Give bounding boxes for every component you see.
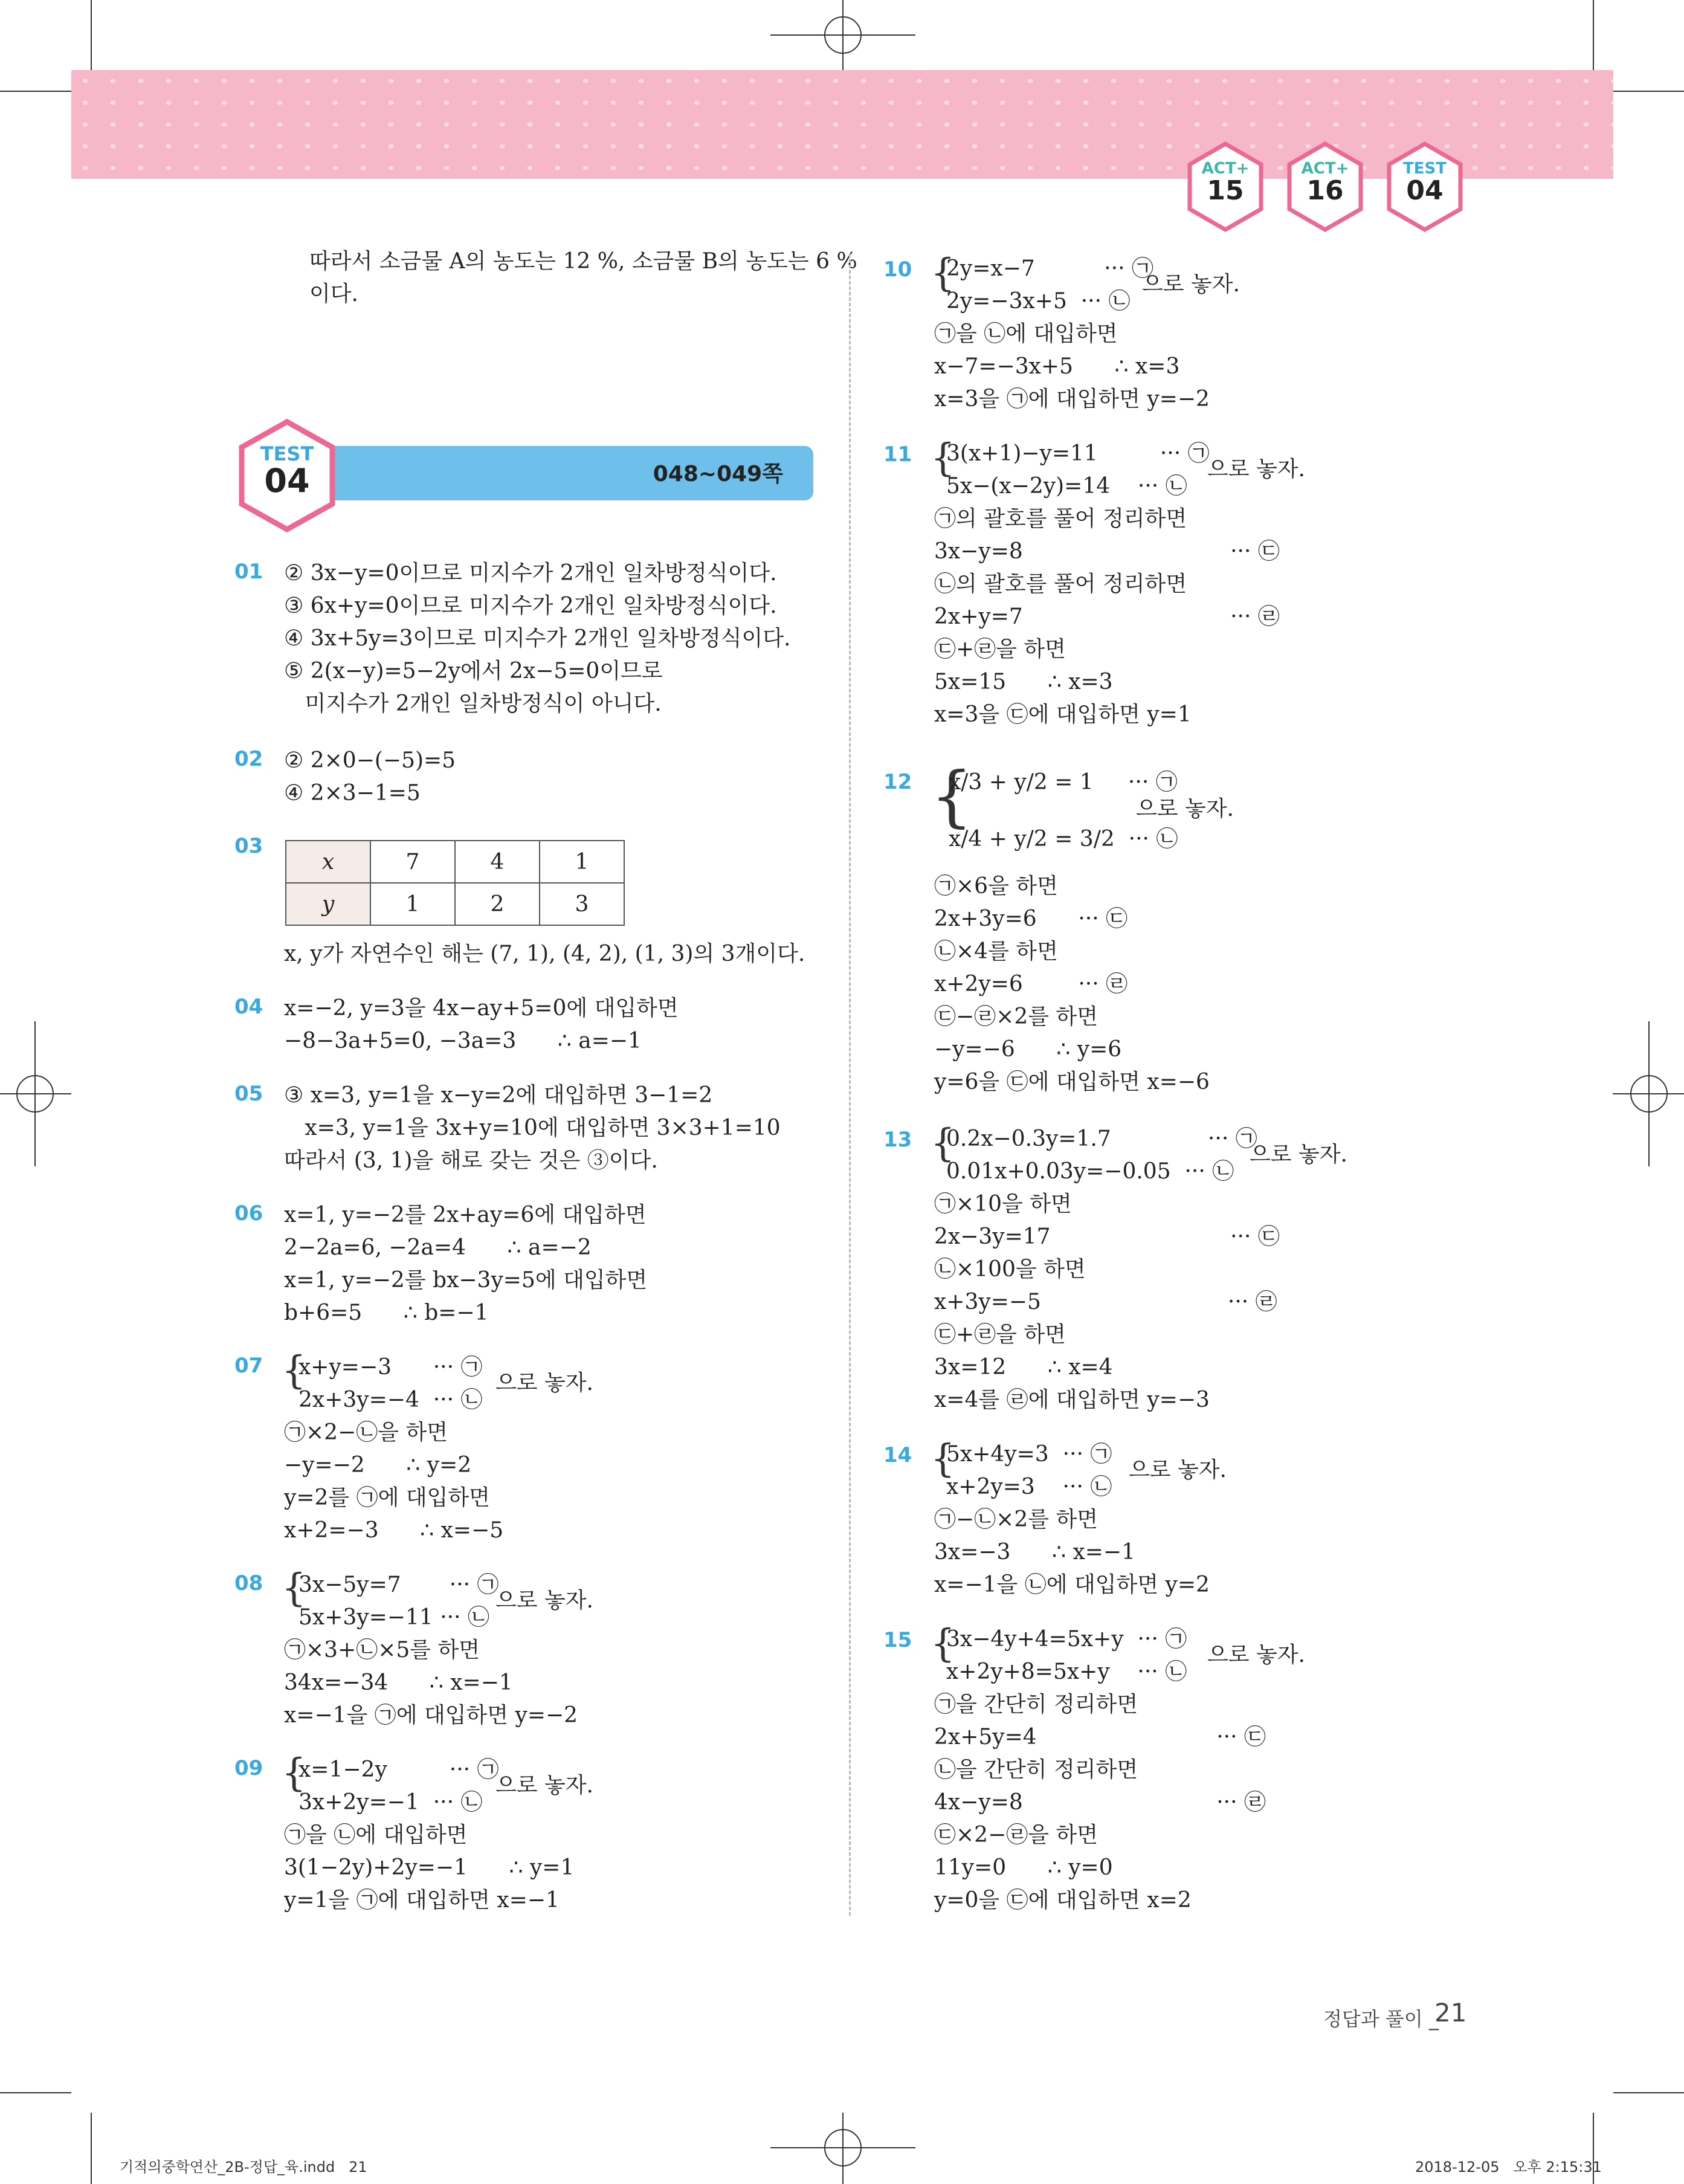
system-line: x+2y+8=5x+y ··· ㉡ bbox=[946, 1659, 1187, 1684]
brace-icon: { bbox=[931, 757, 973, 835]
table-cell: y bbox=[286, 883, 370, 925]
brace-icon: { bbox=[931, 1436, 955, 1481]
system-line: 0.2x−0.3y=1.7 ··· ㉠ bbox=[946, 1126, 1257, 1151]
table-cell: 7 bbox=[370, 841, 455, 883]
answer-line: x=3을 ㉠에 대입하면 y=−2 bbox=[934, 387, 1210, 412]
question-number: 06 bbox=[234, 1201, 263, 1226]
question-number: 12 bbox=[883, 770, 912, 794]
badge-act16 bbox=[1286, 141, 1364, 232]
answer-line: ⑤ 2(x−y)=5−2y에서 2x−5=0이므로 bbox=[284, 659, 663, 683]
print-date: 2018-12-05 오후 2:15:31 bbox=[1415, 2159, 1602, 2176]
registration-mark-top bbox=[770, 0, 915, 71]
brace-icon: { bbox=[282, 1566, 306, 1611]
crop-mark bbox=[91, 0, 92, 71]
question-number: 15 bbox=[883, 1628, 912, 1652]
answer-line: x=3, y=1을 3x+y=10에 대입하면 3×3+1=10 bbox=[284, 1116, 781, 1140]
answer-line: y=0을 ㉢에 대입하면 x=2 bbox=[934, 1888, 1192, 1913]
system-tail: 으로 놓자. bbox=[1207, 1643, 1305, 1667]
answer-line: ㉡×100을 하면 bbox=[934, 1257, 1086, 1282]
question-number: 02 bbox=[234, 747, 263, 771]
answer-line: x=−2, y=3을 4x−ay+5=0에 대입하면 bbox=[284, 996, 679, 1021]
badge-test04 bbox=[1386, 141, 1464, 232]
system-line: x=1−2y ··· ㉠ bbox=[298, 1757, 499, 1782]
system-line: 0.01x+0.03y=−0.05 ··· ㉡ bbox=[946, 1159, 1234, 1184]
brace-icon: { bbox=[931, 1621, 955, 1666]
answer-line: ㉢+㉣을 하면 bbox=[934, 1322, 1066, 1347]
answer-line: 3x−y=8 ··· ㉢ bbox=[934, 539, 1280, 564]
system-tail: 으로 놓자. bbox=[495, 1773, 593, 1798]
registration-mark-right bbox=[1613, 1021, 1684, 1166]
answer-line: 미지수가 2개인 일차방정식이 아니다. bbox=[284, 691, 662, 716]
section-badge-number: 04 bbox=[264, 462, 310, 500]
question-number: 10 bbox=[883, 257, 912, 282]
answer-line: x=−1을 ㉡에 대입하면 y=2 bbox=[934, 1572, 1210, 1597]
badge-label: TEST bbox=[1403, 160, 1447, 178]
answer-line: x+2=−3 ∴ x=−5 bbox=[284, 1518, 504, 1543]
section-badge-label: TEST bbox=[260, 442, 314, 465]
answer-line: ㉡의 괄호를 풀어 정리하면 bbox=[934, 572, 1187, 596]
system-line: x+y=−3 ··· ㉠ bbox=[298, 1355, 483, 1380]
answer-line: ㉠×10을 하면 bbox=[934, 1192, 1072, 1216]
registration-mark-left bbox=[0, 1021, 71, 1166]
answer-line: −y=−6 ∴ y=6 bbox=[934, 1037, 1122, 1062]
table-cell: 1 bbox=[540, 841, 624, 883]
system-tail: 으로 놓자. bbox=[1129, 1458, 1227, 1482]
column-divider bbox=[849, 254, 851, 1916]
answer-line: 2x+y=7 ··· ㉣ bbox=[934, 604, 1280, 629]
table-cell: 3 bbox=[540, 883, 624, 925]
answer-line: 4x−y=8 ··· ㉣ bbox=[934, 1790, 1266, 1815]
answer-line: 3x=−3 ∴ x=−1 bbox=[934, 1540, 1135, 1565]
answer-line: 2x+5y=4 ··· ㉢ bbox=[934, 1725, 1266, 1749]
answer-line: 11y=0 ∴ y=0 bbox=[934, 1855, 1113, 1880]
question-number: 11 bbox=[883, 442, 912, 467]
footer-label: 정답과 풀이 _ bbox=[1323, 2008, 1439, 2031]
crop-mark bbox=[1613, 91, 1684, 92]
table-cell: 4 bbox=[455, 841, 540, 883]
answer-line: x, y가 자연수인 해는 (7, 1), (4, 2), (1, 3)의 3개이다. bbox=[284, 942, 805, 966]
answer-line: 따라서 (3, 1)을 해로 갖는 것은 ③이다. bbox=[284, 1148, 658, 1173]
system-tail: 으로 놓자. bbox=[495, 1588, 593, 1613]
answer-line: b+6=5 ∴ b=−1 bbox=[284, 1300, 489, 1325]
answer-line: ② 2×0−(−5)=5 bbox=[284, 748, 456, 773]
answer-line: ㉠×6을 하면 bbox=[934, 874, 1058, 899]
question-number: 01 bbox=[234, 560, 263, 584]
answer-line: ㉡×4를 하면 bbox=[934, 939, 1058, 964]
answer-line: ㉠−㉡×2를 하면 bbox=[934, 1507, 1098, 1532]
crop-mark bbox=[0, 91, 71, 92]
badge-number: 15 bbox=[1207, 175, 1244, 206]
answer-line: y=6을 ㉢에 대입하면 x=−6 bbox=[934, 1070, 1210, 1094]
answer-line: ㉢+㉣을 하면 bbox=[934, 637, 1066, 662]
answer-line: ㉠을 간단히 정리하면 bbox=[934, 1692, 1138, 1717]
answer-line: 3(1−2y)+2y=−1 ∴ y=1 bbox=[284, 1855, 575, 1880]
registration-mark-bottom bbox=[770, 2113, 915, 2184]
answer-line: x=1, y=−2를 2x+ay=6에 대입하면 bbox=[284, 1203, 647, 1227]
section-pages: 048~049쪽 bbox=[653, 462, 783, 486]
answer-line: ㉠을 ㉡에 대입하면 bbox=[284, 1823, 468, 1847]
answer-line: −y=−2 ∴ y=2 bbox=[284, 1453, 472, 1478]
question-number: 04 bbox=[234, 995, 263, 1019]
answer-line: ④ 3x+5y=3이므로 미지수가 2개인 일차방정식이다. bbox=[284, 626, 791, 651]
system-line: x+2y=3 ··· ㉡ bbox=[946, 1475, 1112, 1499]
answer-line: y=2를 ㉠에 대입하면 bbox=[284, 1485, 490, 1510]
answer-line: 5x=15 ∴ x=3 bbox=[934, 670, 1113, 694]
system-line: 2y=−3x+5 ··· ㉡ bbox=[946, 289, 1131, 314]
brace-icon: { bbox=[931, 1121, 955, 1166]
system-line: 3x−4y+4=5x+y ··· ㉠ bbox=[946, 1627, 1187, 1652]
question-number: 13 bbox=[883, 1128, 912, 1152]
answer-line: ㉠×3+㉡×5를 하면 bbox=[284, 1638, 480, 1662]
answer-line: x=4를 ㉣에 대입하면 y=−3 bbox=[934, 1388, 1210, 1412]
badge-label: ACT+ bbox=[1201, 160, 1250, 178]
intro-line: 따라서 소금물 A의 농도는 12 %, 소금물 B의 농도는 6 % bbox=[309, 249, 857, 274]
system-line: 3x−5y=7 ··· ㉠ bbox=[298, 1572, 499, 1597]
brace-icon: { bbox=[931, 251, 955, 296]
system-line: x/4 + y/2 = 3/2 ··· ㉡ bbox=[949, 827, 1178, 851]
question-number: 14 bbox=[883, 1443, 912, 1467]
question-number: 08 bbox=[234, 1571, 263, 1595]
answer-line: ③ 6x+y=0이므로 미지수가 2개인 일차방정식이다. bbox=[284, 593, 777, 618]
answer-line: x+2y=6 ··· ㉣ bbox=[934, 972, 1128, 997]
system-line: 2y=x−7 ··· ㉠ bbox=[946, 256, 1153, 281]
system-line: 5x+3y=−11 ··· ㉡ bbox=[298, 1605, 489, 1630]
answer-line: 2x−3y=17 ··· ㉢ bbox=[934, 1224, 1280, 1249]
answer-line: ㉢−㉣×2를 하면 bbox=[934, 1004, 1098, 1029]
answer-line: ④ 2×3−1=5 bbox=[284, 781, 421, 806]
table-cell: 2 bbox=[455, 883, 540, 925]
brace-icon: { bbox=[282, 1751, 306, 1795]
answer-line: x+3y=−5 ··· ㉣ bbox=[934, 1290, 1277, 1314]
system-tail: 으로 놓자. bbox=[1136, 796, 1234, 821]
solution-table bbox=[285, 840, 625, 926]
answer-line: ㉢×2−㉣을 하면 bbox=[934, 1823, 1098, 1847]
system-tail: 으로 놓자. bbox=[495, 1371, 593, 1395]
table-cell: 1 bbox=[370, 883, 455, 925]
answer-line: ㉡을 간단히 정리하면 bbox=[934, 1757, 1138, 1782]
system-line: 5x+4y=3 ··· ㉠ bbox=[946, 1442, 1112, 1467]
system-line: 5x−(x−2y)=14 ··· ㉡ bbox=[946, 474, 1187, 499]
answer-line: ㉠×2−㉡을 하면 bbox=[284, 1420, 448, 1445]
crop-mark bbox=[1613, 2092, 1684, 2093]
section-bar bbox=[284, 446, 813, 500]
brace-icon: { bbox=[282, 1348, 306, 1393]
system-line: 2x+3y=−4 ··· ㉡ bbox=[298, 1388, 483, 1412]
answer-line: 2−2a=6, −2a=4 ∴ a=−2 bbox=[284, 1235, 592, 1260]
answer-line: −8−3a+5=0, −3a=3 ∴ a=−1 bbox=[284, 1029, 642, 1053]
system-line: 3x+2y=−1 ··· ㉡ bbox=[298, 1790, 483, 1815]
badge-number: 04 bbox=[1406, 175, 1444, 206]
header-banner bbox=[71, 70, 1613, 179]
question-number: 07 bbox=[234, 1354, 263, 1378]
system-tail: 으로 놓자. bbox=[1207, 457, 1305, 482]
answer-line: ㉠을 ㉡에 대입하면 bbox=[934, 321, 1118, 346]
answer-line: x=1, y=−2를 bx−3y=5에 대입하면 bbox=[284, 1268, 648, 1293]
badge-label: ACT+ bbox=[1301, 160, 1349, 178]
page-number: 21 bbox=[1434, 1998, 1467, 2027]
question-number: 09 bbox=[234, 1756, 263, 1780]
crop-mark bbox=[0, 2092, 71, 2093]
system-tail: 으로 놓자. bbox=[1142, 272, 1240, 297]
table-cell: x bbox=[286, 841, 370, 883]
badge-number: 16 bbox=[1306, 175, 1344, 206]
section-badge bbox=[236, 418, 338, 533]
answer-line: x=−1을 ㉠에 대입하면 y=−2 bbox=[284, 1703, 578, 1728]
answer-line: 3x=12 ∴ x=4 bbox=[934, 1355, 1113, 1380]
answer-line: y=1을 ㉠에 대입하면 x=−1 bbox=[284, 1888, 560, 1913]
system-line: x/3 + y/2 = 1 ··· ㉠ bbox=[949, 770, 1178, 795]
crop-mark bbox=[1593, 0, 1594, 71]
crop-mark bbox=[91, 2113, 92, 2184]
answer-line: ③ x=3, y=1을 x−y=2에 대입하면 3−1=2 bbox=[284, 1083, 713, 1108]
file-info: 기적의중학연산_2B-정답_육.indd 21 bbox=[120, 2159, 367, 2176]
question-number: 05 bbox=[234, 1082, 263, 1106]
answer-line: ㉠의 괄호를 풀어 정리하면 bbox=[934, 506, 1187, 531]
badge-act15 bbox=[1186, 141, 1265, 232]
answer-line: 2x+3y=6 ··· ㉢ bbox=[934, 906, 1128, 931]
answer-line: ② 3x−y=0이므로 미지수가 2개인 일차방정식이다. bbox=[284, 561, 777, 586]
brace-icon: { bbox=[931, 436, 955, 480]
system-tail: 으로 놓자. bbox=[1250, 1142, 1347, 1167]
answer-line: 34x=−34 ∴ x=−1 bbox=[284, 1670, 513, 1695]
answer-line: x=3을 ㉢에 대입하면 y=1 bbox=[934, 702, 1192, 727]
answer-line: x−7=−3x+5 ∴ x=3 bbox=[934, 354, 1180, 379]
system-line: 3(x+1)−y=11 ··· ㉠ bbox=[946, 441, 1210, 466]
intro-line: 이다. bbox=[309, 282, 358, 306]
question-number: 03 bbox=[234, 834, 263, 858]
